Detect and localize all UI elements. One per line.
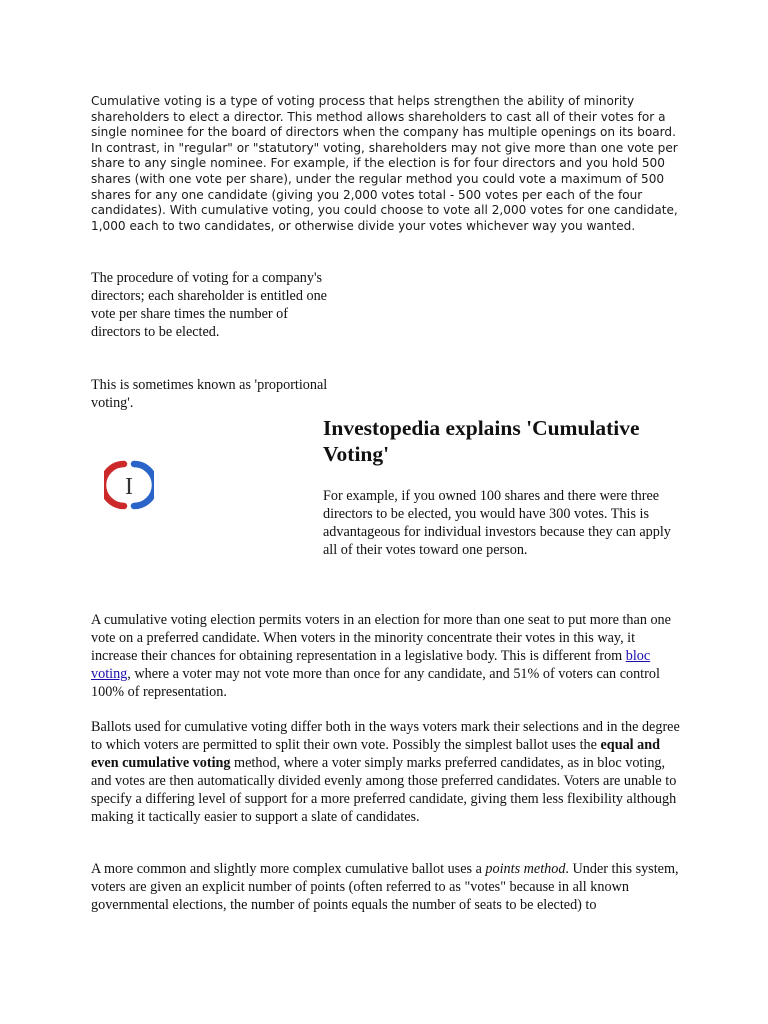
- para3-text-end: . Under this system, voters are given an explicit number of points (often referred to as "votes" because in all known governmental elections, the number of points equals the number of seats to be elected) to: [91, 861, 679, 913]
- investopedia-logo-icon: [104, 460, 154, 510]
- para3-text-start: A more common and slightly more complex cumulative ballot uses a: [91, 861, 486, 877]
- bloc-voting-paragraph: [91, 611, 681, 701]
- logo-letter: I: [125, 474, 133, 500]
- intro-paragraph: Cumulative voting is a type of voting process that helps strengthen the ability of minority shareholders to elect a director. This method allows shareholders to cast all of their votes for a single nominee for the board of directors when the company has multiple openings on its board. In contrast, in "regular" or "statutory" voting, shareholders may not give more than one vote per share to any single nominee. For example, if the election is for four directors and you hold 500 shares (with one vote per share), under the regular method you could vote a maximum of 500 shares for any one candidate (giving you 2,000 votes total - 500 votes per each of the four candidates). With cumulative voting, you could choose to vote all 2,000 votes for one candidate, 1,000 each to two candidates, or otherwise divide your votes whichever way you wanted.: [91, 94, 678, 233]
- definition-paragraph: The procedure of voting for a company's directors; each shareholder is entitled one vote per share times the number of directors to be elected.: [91, 270, 327, 340]
- para2-text-start: Ballots used for cumulative voting differ both in the ways voters mark their selections and in the degree to which voters are permitted to split their own vote. Possibly the simplest ballot uses the: [91, 719, 680, 753]
- explains-heading: Investopedia explains 'Cumulative Voting': [323, 416, 640, 466]
- para2-text-end: method, where a voter simply marks preferred candidates, as in bloc voting, and votes are then automatically divided evenly among those preferred candidates. Voters are unable to specify a differing level of support for a more preferred candidate, giving them less flexibility although making it tactically easier to support a slate of candidates.: [91, 755, 677, 825]
- example-paragraph: For example, if you owned 100 shares and there were three directors to be elected, you would have 300 votes. This is advantageous for individual investors because they can apply all of their votes toward one person.: [323, 488, 671, 558]
- bloc-voting-link[interactable]: bloc voting: [91, 648, 651, 682]
- para1-text-end: , where a voter may not vote more than once for any candidate, and 51% of voters can control 100% of representation.: [91, 666, 660, 700]
- points-method-paragraph: [91, 860, 681, 914]
- ballots-paragraph: [91, 718, 681, 826]
- para1-text-start: A cumulative voting election permits voters in an election for more than one seat to put more than one vote on a preferred candidate. When voters in the minority concentrate their votes in this way, it increase their chances for obtaining representation in a legislative body. This is different from: [91, 612, 671, 664]
- equal-even-term: equal and even cumulative voting: [91, 737, 661, 771]
- points-method-term: points method: [485, 861, 566, 877]
- aka-note: This is sometimes known as 'proportional voting'.: [91, 377, 328, 411]
